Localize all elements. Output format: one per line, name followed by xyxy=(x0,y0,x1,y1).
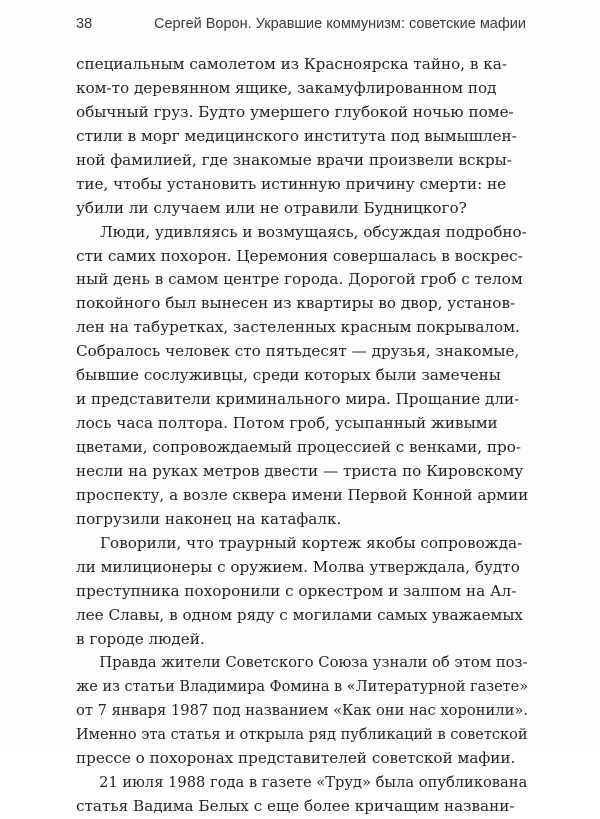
text-line: и представители криминального мира. Прощание дли- xyxy=(76,390,520,409)
text-line: обычный груз. Будто умершего глубокой ночью поме- xyxy=(76,102,514,121)
text-line: статья Вадима Белых с еще более кричащим названи- xyxy=(76,797,515,816)
paragraph xyxy=(76,651,528,771)
text-line: специальным самолетом из Красноярска тайно, в ка- xyxy=(76,55,507,73)
text-line: Именно эта статья и открыла ряд публикаций в советской xyxy=(76,725,528,744)
running-title: Сергей Ворон. Укравшие коммунизм: советские мафии xyxy=(154,16,526,32)
text-line: Правда жители Советского Союза узнали об этом поз- xyxy=(99,653,528,672)
text-line: стили в морг медицинского института под вымышлен- xyxy=(76,126,517,145)
page-number: 38 xyxy=(76,16,93,32)
text-line: несли на руках метров двести — триста по Кировскому xyxy=(76,461,524,480)
text-line: в городе людей. xyxy=(76,629,205,648)
paragraph xyxy=(76,771,528,819)
text-line: ной фамилией, где знакомые врачи произвели вскры- xyxy=(76,150,512,169)
text-line: проспекту, а возле сквера имени Первой Конной армии xyxy=(76,485,529,504)
text-line: бывшие сослуживцы, среди которых были замечены xyxy=(76,366,501,385)
paragraph xyxy=(76,221,528,532)
text-line: ный день в самом центре города. Дорогой гроб с телом xyxy=(76,270,523,289)
text-line: лось часа полтора. Потом гроб, усыпанный живыми xyxy=(76,414,498,433)
text-line: 21 июля 1988 года в газете «Труд» была опубликована xyxy=(99,773,528,792)
text-line: Люди, удивляясь и возмущаясь, обсуждая подробно- xyxy=(100,222,527,241)
text-line: лен на табуретках, застеленных красным покрывалом. xyxy=(76,318,520,337)
text-line: прессе о похоронах представителей советской мафии. xyxy=(76,749,516,768)
body-text xyxy=(76,53,528,819)
text-line: сти самих похорон. Церемония совершалась в воскрес- xyxy=(76,246,523,265)
text-line: тие, чтобы установить истинную причину смерти: не xyxy=(76,174,507,193)
text-line: погрузили наконец на катафалк. xyxy=(76,509,342,528)
paragraph xyxy=(76,532,528,652)
paragraph xyxy=(76,53,528,221)
text-line: лее Славы, в одном ряду с могилами самых уважаемых xyxy=(76,605,523,624)
text-line: ли милиционеры с оружием. Молва утверждала, будто xyxy=(76,557,520,576)
text-line: же из статьи Владимира Фомина в «Литературной газете» xyxy=(76,677,529,696)
text-line: от 7 января 1987 под названием «Как они нас хоронили». xyxy=(76,701,529,720)
text-line: ком-то деревянном ящике, закамуфлированном под xyxy=(76,78,497,97)
text-line: Говорили, что траурный кортеж якобы сопровожда- xyxy=(100,533,523,552)
text-line: покойного был вынесен из квартиры во двор, установ- xyxy=(76,294,516,313)
text-line: убили ли случаем или не отравили Будницкого? xyxy=(76,198,467,217)
text-line: цветами, сопровождаемый процессией с венками, про- xyxy=(76,438,521,456)
text-line: преступника похоронили с оркестром и залпом на Ал- xyxy=(76,581,517,600)
text-line: Собралось человек сто пятьдесят — друзья, знакомые, xyxy=(76,342,520,361)
page-header xyxy=(76,16,536,40)
